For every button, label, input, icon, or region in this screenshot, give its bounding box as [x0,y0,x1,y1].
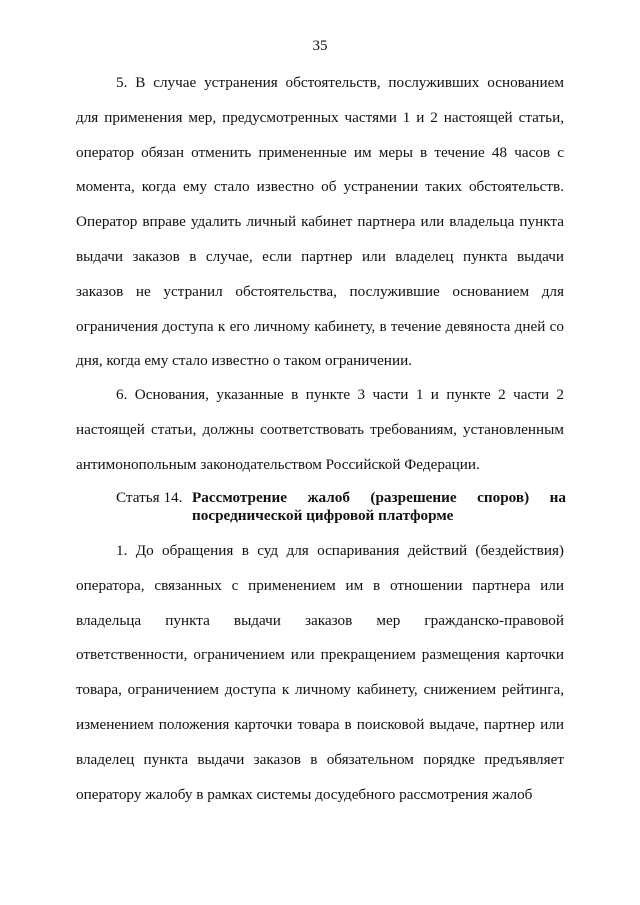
article-title-line-1: Рассмотрение жалоб (разрешение споров) на [192,489,566,506]
page-number: 35 [312,38,328,54]
article-heading [116,489,566,525]
paragraph-6: 6. Основания, указанные в пункте 3 части 1 и пункте 2 части 2 настоящей статьи, должны соответствовать требованиям, установленным антимонопольным законодательством Российской Федерации. [76,386,564,473]
paragraph-article14-1: 1. До обращения в суд для оспаривания действий (бездействия) оператора, связанных с применением им в отношении партнера или владельца пункта выдачи заказов мер гражданско-правовой ответственности, ограничением или прекращением размещения карточки товара, ограничением доступа к личному кабинету, снижением рейтинга, изменением положения карточки товара в поисковой выдаче, партнер или владелец пункта выдачи заказов в обязательном порядке предъявляет оператору жалобу в рамках системы досудебного рассмотрения жалоб [76,542,564,803]
article-number: Статья 14. [116,489,183,506]
paragraph-5: 5. В случае устранения обстоятельств, послуживших основанием для применения мер, предусмотренных частями 1 и 2 настоящей статьи, оператор обязан отменить примененные им меры в течение 48 часов с момента, когда ему стало известно об устранении таких обстоятельств. Оператор вправе удалить личный кабинет партнера или владельца пункта выдачи заказов в случае, если партнер или владелец пункта выдачи заказов не устранил обстоятельства, послужившие основанием для ограничения доступа к его личному кабинету, в течение девяноста дней со дня, когда ему стало известно о таком ограничении. [76,74,564,370]
article-title [192,489,566,525]
article-title-line-2: посреднической цифровой платформе [192,507,454,524]
